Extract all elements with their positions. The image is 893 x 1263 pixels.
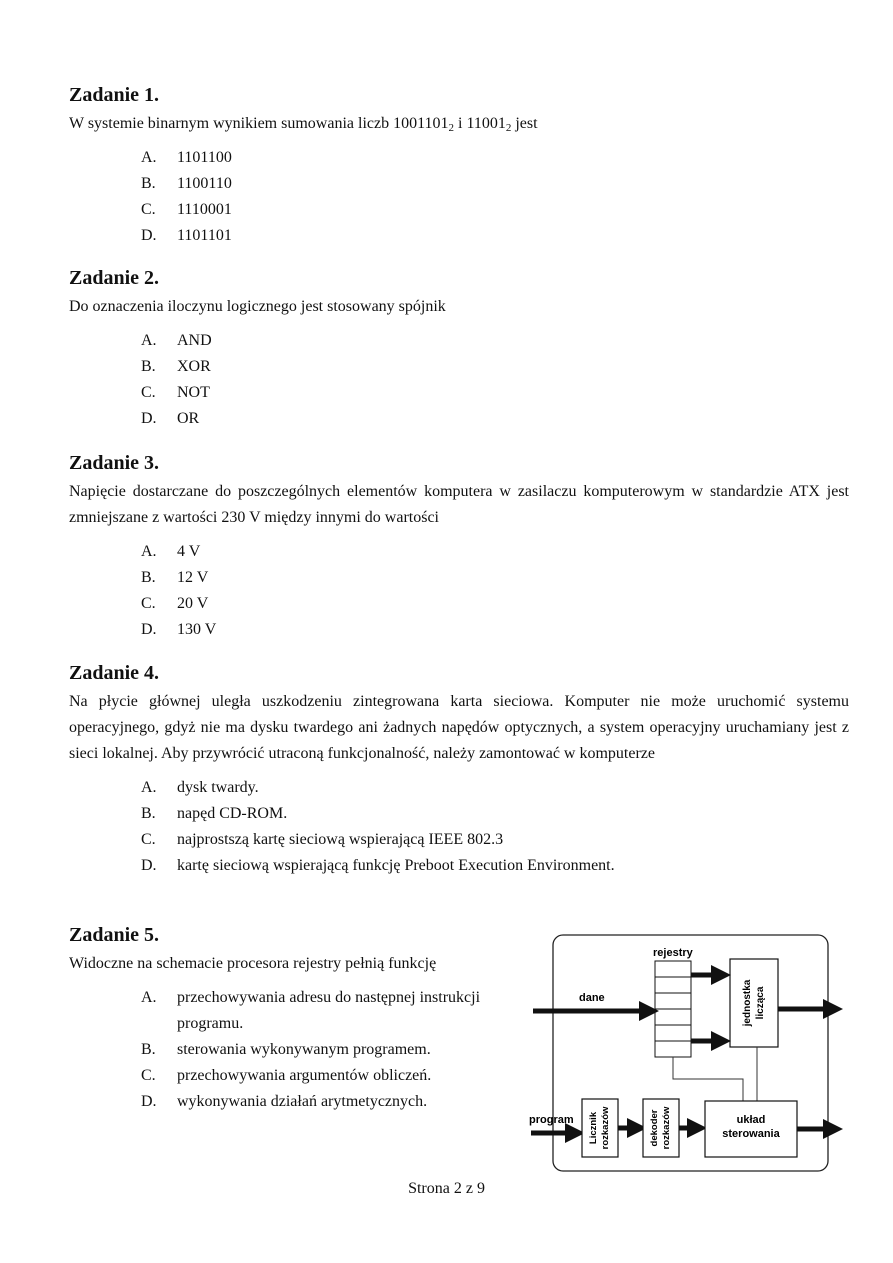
option-letter: C. [141,384,156,401]
option-text: 1101101 [177,227,232,244]
processor-diagram [525,931,845,1176]
answer-option[interactable] [69,565,849,591]
option-text: 20 V [177,595,209,612]
answer-option[interactable] [69,617,849,643]
registers-block [655,961,691,1057]
option-text: napęd CD-ROM. [177,805,288,822]
answer-option[interactable] [69,801,849,827]
answer-option[interactable] [69,591,849,617]
option-letter: D. [141,857,157,874]
task-title: Zadanie 3. [69,452,160,474]
answer-options [69,145,849,249]
option-text: AND [177,332,212,349]
option-text: kartę sieciową wspierającą funkcję Preboot Execution Environment. [177,857,615,874]
answer-option[interactable] [69,223,849,249]
option-letter: B. [141,569,156,586]
answer-option[interactable] [69,1089,519,1115]
task-title: Zadanie 5. [69,924,160,946]
option-text: sterowania wykonywanym programem. [177,1041,431,1058]
answer-options [69,328,849,432]
task-question: Na płycie głównej uległa uszkodzeniu zintegrowana karta sieciowa. Komputer nie może uruchomić systemu operacyjnego, gdyż nie ma dysku twardego ani żadnych napędów optycznych, a system operacyjny uruchamiany jest z sieci lokalnej. Aby przywrócić utraconą funkcjonalność, należy zamontować w komputerze [69,693,849,762]
question-suffix: jest [511,115,538,132]
option-text: XOR [177,358,211,375]
decoder-label-1: dekoder [649,1109,660,1147]
option-text: wykonywania działań arytmetycznych. [177,1093,428,1110]
option-letter: A. [141,989,157,1006]
connection-line [673,1057,743,1101]
option-text: OR [177,410,200,427]
data-label: dane [579,992,605,1004]
option-text: 1110001 [177,201,232,218]
decoder-label-2: rozkazów [661,1106,672,1150]
answer-option[interactable] [69,985,519,1037]
option-letter: D. [141,410,157,427]
option-text: 1100110 [177,175,232,192]
task-question: Widoczne na schemacie procesora rejestry pełnią funkcję [69,955,437,972]
binary-number-1: 1001101 [393,115,449,132]
option-text: 4 V [177,543,201,560]
number-base: 2 [448,122,454,134]
control-label-1: układ [736,1114,766,1126]
option-text: 130 V [177,621,217,638]
answer-option[interactable] [69,853,849,879]
answer-option[interactable] [69,380,849,406]
answer-option[interactable] [69,775,849,801]
option-letter: C. [141,595,156,612]
option-letter: B. [141,358,156,375]
option-letter: A. [141,779,157,796]
task-4 [69,661,849,879]
option-letter: D. [141,1093,157,1110]
counter-label-2: rozkazów [600,1106,611,1150]
option-text: dysk twardy. [177,779,259,796]
option-letter: D. [141,227,157,244]
task-title: Zadanie 4. [69,662,160,684]
task-2 [69,266,849,432]
answer-options [69,539,849,643]
task-question [69,111,849,137]
answer-option[interactable] [69,1063,519,1089]
task-title: Zadanie 2. [69,267,160,289]
task-question: Do oznaczenia iloczynu logicznego jest stosowany spójnik [69,298,446,315]
question-prefix: W systemie binarnym wynikiem sumowania liczb [69,115,394,132]
alu-label-1: jednostka [742,979,753,1027]
answer-option[interactable] [69,406,849,432]
task-3 [69,451,849,643]
option-letter: B. [141,175,156,192]
task-question: Napięcie dostarczane do poszczególnych elementów komputera w zasilaczu komputerowym w standardzie ATX jest zmniejszane z wartości 230 V między innymi do wartości [69,483,849,526]
answer-options [69,985,519,1115]
answer-option[interactable] [69,145,849,171]
counter-label-1: Licznik [588,1111,599,1145]
answer-option[interactable] [69,171,849,197]
binary-number-2: 11001 [466,115,506,132]
control-label-2: sterowania [722,1128,780,1140]
answer-option[interactable] [69,328,849,354]
option-text: przechowywania adresu do następnej instrukcji programu. [177,989,481,1032]
option-text: najprostszą kartę sieciową wspierającą IEEE 802.3 [177,831,504,848]
answer-option[interactable] [69,197,849,223]
page-footer: Strona 2 z 9 [408,1180,485,1197]
program-label: program [529,1114,574,1126]
task-5 [69,923,519,1115]
option-letter: B. [141,805,156,822]
option-text: 1101100 [177,149,232,166]
question-join: i [454,115,467,132]
answer-option[interactable] [69,1037,519,1063]
alu-label-2: licząca [755,986,766,1020]
option-letter: B. [141,1041,156,1058]
answer-option[interactable] [69,354,849,380]
task-1 [69,83,849,249]
answer-option[interactable] [69,827,849,853]
registers-label: rejestry [653,947,693,959]
option-text: NOT [177,384,210,401]
option-letter: C. [141,1067,156,1084]
option-letter: C. [141,831,156,848]
task-title: Zadanie 1. [69,84,160,106]
option-text: 12 V [177,569,209,586]
option-letter: A. [141,332,157,349]
alu-block [730,959,778,1047]
option-text: przechowywania argumentów obliczeń. [177,1067,432,1084]
answer-option[interactable] [69,539,849,565]
option-letter: C. [141,201,156,218]
option-letter: A. [141,543,157,560]
option-letter: D. [141,621,157,638]
answer-options [69,775,849,879]
option-letter: A. [141,149,157,166]
number-base: 2 [505,122,512,134]
